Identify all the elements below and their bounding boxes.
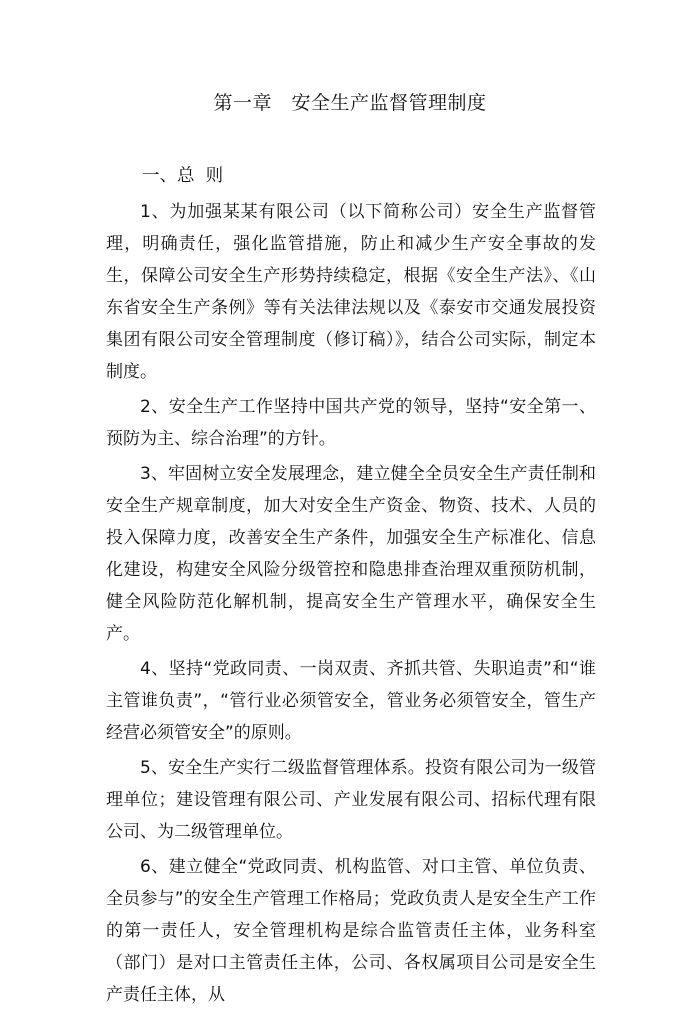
paragraph-5: 5、安全生产实行二级监督管理体系。投资有限公司为一级管理单位；建设管理有限公司、产业发展有限公司、招标代理有限公司、为二级管理单位。 (106, 758, 596, 842)
paragraph-4: 4、坚持“党政同责、一岗双责、齐抓共管、失职追责”和“谁主管谁负责”，“管行业必须管安全，管业务必须管安全，管生产经营必须管安全”的原则。 (106, 659, 596, 743)
paragraph-1: 1、为加强某某有限公司（以下简称公司）安全生产监督管理，明确责任，强化监管措施，防止和减少生产安全事故的发生，保障公司安全生产形势持续稳定，根据《安全生产法》、《山东省安全生产条例》等有关法律法规以及《泰安市交通发展投资集团有限公司安全管理制度（修订稿）》，结合公司实际，制定本制度。 (106, 202, 596, 382)
chapter-title: 第一章 安全生产监督管理制度 (213, 92, 487, 114)
paragraph-6: 6、建立健全“党政同责、机构监管、对口主管、单位负责、全员参与”的安全生产管理工作格局；党政负责人是安全生产工作的第一责任人，安全管理机构是综合监管责任主体，业务科室（部门）是对口主管责任主体，公司、各权属项目公司是安全生产责任主体，从 (106, 857, 596, 1005)
body-text (106, 196, 596, 1014)
paragraph-3: 3、牢固树立安全发展理念，建立健全全员安全生产责任制和安全生产规章制度，加大对安全生产资金、物资、技术、人员的投入保障力度，改善安全生产条件，加强安全生产标准化、信息化建设，构建安全风险分级管控和隐患排查治理双重预防机制，健全风险防范化解机制，提高安全生产管理水平，确保安全生产。 (106, 464, 596, 644)
section-heading: 一、总 则 (142, 166, 224, 186)
paragraph-2: 2、安全生产工作坚持中国共产党的领导，坚持“安全第一、预防为主、综合治理”的方针。 (106, 397, 596, 449)
